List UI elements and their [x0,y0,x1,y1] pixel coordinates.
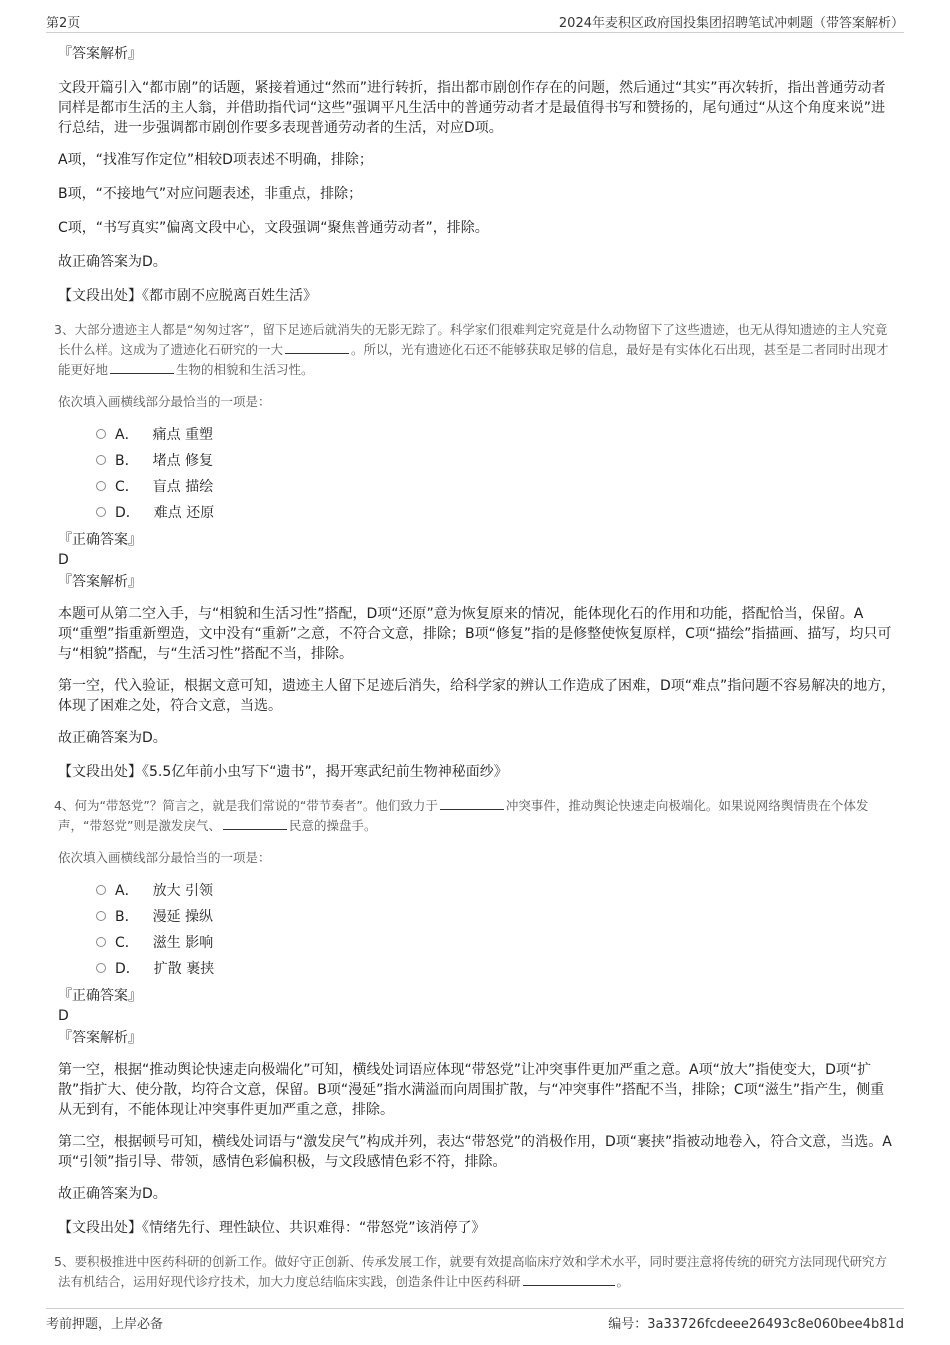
fill-blank [285,341,349,354]
analysis-label: 『答案解析』 [58,46,142,62]
radio-icon[interactable] [96,429,106,439]
question-text: 4、何为“带怒党”？简言之，就是我们常说的“带节奏者”。他们致力于 冲突事件，推动舆论快速走向极端化。如果说网络舆情贵在个体发声，“带怒党”则是激发戾气、 民意的操盘手。 [54,798,869,833]
page-number: 第2页 [46,16,81,31]
document-id: 编号：3a33726fcdeee26493c8e060bee4b81d [608,1317,904,1332]
fill-blank [523,1273,615,1286]
analysis-label: 『答案解析』 [58,1030,142,1046]
answer-conclusion: 故正确答案为D。 [58,730,167,746]
q2-analysis-section [58,44,898,306]
radio-icon[interactable] [96,911,106,921]
analysis-paragraph: 文段开篇引入“都市剧”的话题，紧接着通过“然而”进行转折，指出都市剧创作存在的问题，然后通过“其实”再次转折，指出普通劳动者同样是都市生活的主人翁，并借助指代词“这些”强调平凡生活中的普通劳动者才是最值得书写和赞扬的，尾句通过“从这个角度来说”进行总结，进一步强调都市剧创作要多表现普通劳动者的生活，对应D项。 [58,80,886,136]
radio-icon[interactable] [96,507,106,517]
analysis-paragraph: 第一空，代入验证，根据文意可知，遗迹主人留下足迹后消失，给科学家的辨认工作造成了困难，D项“难点”指问题不容易解决的地方，体现了困难之处，符合文意，当选。 [58,678,896,714]
correct-answer-label: 『正确答案』 [58,988,142,1004]
analysis-paragraph: 第一空，根据“推动舆论快速走向极端化”可知，横线处词语应体现“带怒党”让冲突事件更加严重之意。A项“放大”指使变大，D项“扩散”指扩大、使分散，均符合文意，保留。B项“漫延”指水满溢而向周围扩散，与“冲突事件”搭配不当，排除；C项“滋生”指产生，侧重从无到有，不能体现让冲突事件更加严重之意，排除。 [58,1062,885,1118]
correct-answer: D [58,552,69,568]
analysis-paragraph: 本题可从第二空入手，与“相貌和生活习性”搭配，D项“还原”意为恢复原来的情况，能体现化石的作用和功能，搭配恰当，保留。A项“重塑”指重新塑造，文中没有“重新”之意，不符合文意，排除；B项“修复”指的是修整使恢复原样，C项“描绘”指描画、描写，均只可与“相貌”搭配，与“生活习性”搭配不当，排除。 [58,606,892,662]
question-instruction: 依次填入画横线部分最恰当的一项是： [58,394,271,409]
option-c[interactable]: C． 盲点 描绘 [96,474,898,500]
options-list [96,422,898,526]
radio-icon[interactable] [96,885,106,895]
option-d[interactable]: D． 难点 还原 [96,500,898,526]
analysis-label: 『答案解析』 [58,574,142,590]
correct-answer-label: 『正确答案』 [58,532,142,548]
options-list [96,878,898,982]
passage-source: 【文段出处】《都市剧不应脱离百姓生活》 [58,288,317,304]
radio-icon[interactable] [96,963,106,973]
question-5 [54,1252,898,1292]
analysis-paragraph: 第二空，根据顿号可知，横线处词语与“激发戾气”构成并列，表达“带怒党”的消极作用，D项“裹挟”指被动地卷入，符合文意，当选。A项“引领”指引导、带领，感情色彩偏积极，与文段感情色彩不符，排除。 [58,1134,892,1170]
answer-conclusion: 故正确答案为D。 [58,254,167,270]
passage-source: 【文段出处】《5.5亿年前小虫写下“遗书”，揭开寒武纪前生物神秘面纱》 [58,764,508,780]
option-d[interactable]: D． 扩散 裹挟 [96,956,898,982]
radio-icon[interactable] [96,455,106,465]
correct-answer: D [58,1008,69,1024]
page-header [46,10,904,33]
document-content [54,44,898,1292]
answer-conclusion: 故正确答案为D。 [58,1186,167,1202]
question-3 [54,320,898,782]
question-4 [54,796,898,1238]
option-b[interactable]: B． 堵点 修复 [96,448,898,474]
footer-slogan: 考前押题，上岸必备 [46,1317,164,1332]
passage-source: 【文段出处】《情绪先行、理性缺位、共识难得：“带怒党”该消停了》 [58,1220,486,1236]
analysis-paragraph: C项，“书写真实”偏离文段中心，文段强调“聚焦普通劳动者”，排除。 [58,220,489,236]
radio-icon[interactable] [96,481,106,491]
option-b[interactable]: B． 漫延 操纵 [96,904,898,930]
option-a[interactable]: A． 放大 引领 [96,878,898,904]
question-text: 3、大部分遗迹主人都是“匆匆过客”，留下足迹后就消失的无影无踪了。科学家们很难判定究竟是什么动物留下了这些遗迹，也无从得知遗迹的主人究竟长什么样。这成为了遗迹化石研究的一大 。所以，光有遗迹化石还不能够获取足够的信息，最好是有实体化石出现，甚至是二者同时出现才能更好地 生物的相貌和生活习性。 [54,322,889,377]
document-title: 2024年麦积区政府国投集团招聘笔试冲刺题（带答案解析） [558,16,904,31]
page-footer [46,1308,904,1333]
fill-blank [440,797,504,810]
fill-blank [223,817,287,830]
question-instruction: 依次填入画横线部分最恰当的一项是： [58,850,271,865]
fill-blank [110,361,174,374]
option-c[interactable]: C． 滋生 影响 [96,930,898,956]
option-a[interactable]: A． 痛点 重塑 [96,422,898,448]
radio-icon[interactable] [96,937,106,947]
analysis-paragraph: B项，“不接地气”对应问题表述，非重点，排除； [58,186,363,202]
question-text: 5、要积极推进中医药科研的创新工作。做好守正创新、传承发展工作，就要有效提高临床疗效和学术水平，同时要注意将传统的研究方法同现代研究方法有机结合，运用好现代诊疗技术，加大力度总结临床实践，创造条件让中医药科研 。 [54,1254,887,1289]
analysis-paragraph: A项，“找准写作定位”相较D项表述不明确，排除； [58,152,373,168]
